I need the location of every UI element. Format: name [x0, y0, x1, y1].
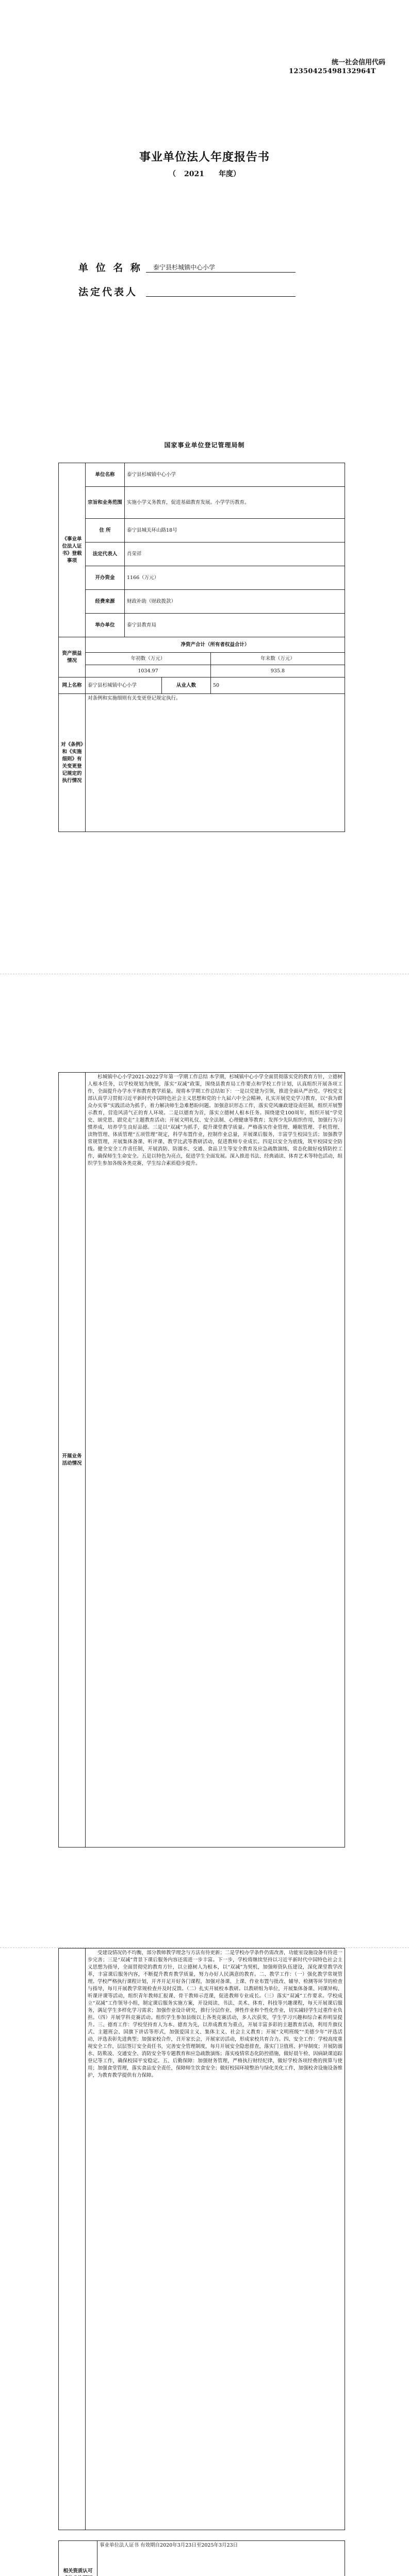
assets-label: 资产损益情况 — [59, 637, 86, 677]
permits-value: 事业单位法人证书 有效期自2020年3月23日至2025年3月23日 — [97, 2541, 345, 2576]
year-value: 2021 — [184, 170, 204, 178]
permits-label: 相关资质认可 — [59, 2541, 97, 2576]
reg-label-capital: 开办资金 — [86, 566, 125, 590]
reg-value-sponsor: 泰宁县教育局 — [125, 614, 345, 637]
reg-value-name: 泰宁县杉城镇中心小学 — [125, 463, 345, 487]
reg-value-address: 泰宁县城关环山路18号 — [125, 519, 345, 543]
activities-table-2 — [58, 1948, 345, 2530]
activities-page-2 — [0, 1947, 409, 2576]
year-paren: （ — [169, 170, 176, 178]
reg-label-scope: 宗旨和业务范围 — [86, 487, 125, 519]
reg-label-name: 单位名称 — [86, 463, 125, 487]
website-value: 泰宁县杉城镇中心小学 — [86, 677, 162, 694]
activities-page-1 — [0, 974, 409, 1948]
reg-label-legal-rep: 法定代表人 — [86, 543, 125, 566]
credit-code-label: 统一社会信用代码 — [332, 59, 386, 66]
issuing-authority: 国家事业单位登记管理局制 — [164, 442, 245, 449]
activities-table-1 — [58, 1072, 345, 1848]
legal-rep-line — [146, 286, 296, 297]
assets-begin-label: 年初数（万元） — [86, 653, 211, 665]
registration-section-label: 《事业单位法人证书》登载事项 — [59, 463, 86, 637]
assets-end-value: 935.8 — [211, 665, 345, 677]
staff-label: 从业人数 — [162, 677, 211, 694]
reg-label-sponsor: 举办单位 — [86, 614, 125, 637]
reg-label-funding: 经费来源 — [86, 590, 125, 614]
registration-table — [58, 463, 345, 832]
activities-text-2: 受建设情况仍不均衡，部分教师教学理念与方法有待更新；二是学校办学条件仍需改善，功能室设施设备有待进一步完善；三是“双减”背景下课后服务内容还需进一步丰富。下一步，学校将继续坚持以习近平新时代中国特色社会主义思想为指导，全面贯彻党的教育方针，以立德树人为根本，以“双减”为契机，加强师资队伍建设，深化课堂教学改革，丰富课后服务内容，不断提升教育教学质量，努力办好人民满意的教育。二、教学工作：（一）强化教学常规管理。学校严格执行课程计划，开齐开足开好各门课程，加强对备课、上课、作业布置与批改、辅导、检测等环节的检查与指导，每月开展教学常规检查并及时反馈。（二）扎实开展校本教研。以教研组为单位，开展集体备课、同课异构、听课评课等活动，组织青年教师汇报课、骨干教师示范课，促进教师专业成长。（三）落实“双减”工作要求。学校成立“双减”工作领导小组，制定课后服务实施方案，开设阅读、书法、美术、体育、科技等兴趣课程，每天开展课后服务，满足学生多样化学习需求；加强作业设计研究，推行分层作业、弹性作业和个性化作业，切实减轻学生过重作业负担。（四）开展学科竞赛活动。组织学生参加县级以上各类竞赛活动，多人次获奖，学生学习兴趣和综合素养明显提升。三、德育工作：学校坚持育人为本、德育为先，以养成教育为重点，开展丰富多彩的主题教育活动，利用升旗仪式、主题班会、国旗下讲话等形式，加强爱国主义、集体主义、社会主义教育；开展“文明班级”“美德少年”评选活动，评选表彰先进典型；加强家校合作，召开家长会，开展家访活动，形成家校共育合力。四、安全工作：学校高度重视安全工作，层层签订安全责任书，完善安全管理制度，每月开展安全隐患排查，落实门卫值班、护导制度；开展防溺水、防欺凌、交通安全、消防安全等专题教育和应急疏散演练；落实疫情常态化防控措施，做好晨午检、因病缺课追踪登记等工作，确保校园平安稳定。五、后勤保障：加强财务管理，严格执行财经纪律，做好学校各项经费的预算与使用；加强食堂管理，落实食品安全责任，保障师生饮食安全；做好校园环境整治与绿化美化工作，加强校舍设施设备维护，为教育教学提供有力保障。 — [86, 1948, 345, 2530]
year-suffix: 年度） — [218, 170, 240, 178]
unit-name-line — [146, 262, 296, 273]
reg-value-capital: 1166（万元） — [125, 566, 345, 590]
activities-section-label: 开展业务活动情况 — [59, 1073, 86, 1848]
changes-value: 对条例和实施细则有关变更登记规定执行。 — [86, 694, 345, 832]
report-title: 事业单位法人年度报告书 — [139, 150, 270, 164]
assets-end-label: 年末数（万元） — [211, 653, 345, 665]
reg-value-funding: 财政补助（财政拨款） — [125, 590, 345, 614]
legal-rep-label: 法定代表人 — [78, 286, 138, 298]
cover-page — [0, 0, 409, 974]
unit-name-label: 单 位 名 称 — [78, 262, 142, 274]
website-label: 网上名称 — [59, 677, 86, 694]
credit-code-value: 12350425498132964T — [289, 67, 376, 75]
reg-label-address: 住 所 — [86, 519, 125, 543]
unit-name-value: 泰宁县杉城镇中心小学 — [153, 264, 216, 271]
changes-label: 对《条例》和《实施细则》有关变更登记规定的执行情况 — [59, 694, 86, 832]
activities-spacer-cell — [59, 1948, 86, 2530]
reg-value-scope: 实施小学义务教育，促进基础教育发展。小学学历教育。 — [125, 487, 345, 519]
reg-value-legal-rep: 肖荣祥 — [125, 543, 345, 566]
net-assets-header: 净资产合计（所有者权益合计） — [86, 637, 345, 653]
assets-begin-value: 1034.97 — [86, 665, 211, 677]
report-year — [0, 168, 409, 179]
final-table — [58, 2540, 345, 2576]
staff-value: 50 — [211, 677, 345, 694]
activities-text-1: 杉城镇中心小学2021-2022学年第一学期工作总结 本学期，杉城镇中心小学全面贯彻落实党的教育方针，立德树人根本任务，以学校规划为统领，落实“双减”政策，围绕县教育局工作要点和学校工作计划，认真组织开展各项工作，全面提升办学水平和教育教学质量。现将本学期工作总结如下：一是以党建为引领，推进全面从严治党。学校党支部认真学习贯彻习近平新时代中国特色社会主义思想和党的十九届六中全会精神，扎实开展党史学习教育，以“我为群众办实事”实践活动为抓手，着力解决师生急难愁盼问题。加强意识形态工作，落实党风廉政建设责任制，组织开展警示教育，营造风清气正的育人环境。二是以德育为首，落实立德树人根本任务。围绕建党100周年，组织开展“学党史、颂党恩、跟党走”主题教育活动；开展文明礼仪、安全法制、心理健康等教育；发挥少先队组织作用，加强行为习惯养成，培养学生良好品德。三是以“双减”为抓手，提升课堂教学质量。严格落实作业管理、睡眠管理、手机管理、读物管理、体质管理“五项管理”规定，科学布置作业，控制作业总量，开展课后服务，丰富学生校园生活；加强教学常规管理，开展集体备课、听评课、教学比武等教研活动，促进教师专业成长。四是以安全为底线，筑牢校园安全防线。健全安全工作责任制，开展消防、防溺水、交通、食品卫生等安全教育及应急疏散演练，常态化做好疫情防控工作，确保师生生命安全。五是以特色为亮点，促进学生全面发展。深入推进书法、经典诵读、体育艺术等特色活动，组织学生参加各级各类竞赛，学生综合素质稳步提升。 — [86, 1073, 345, 1848]
